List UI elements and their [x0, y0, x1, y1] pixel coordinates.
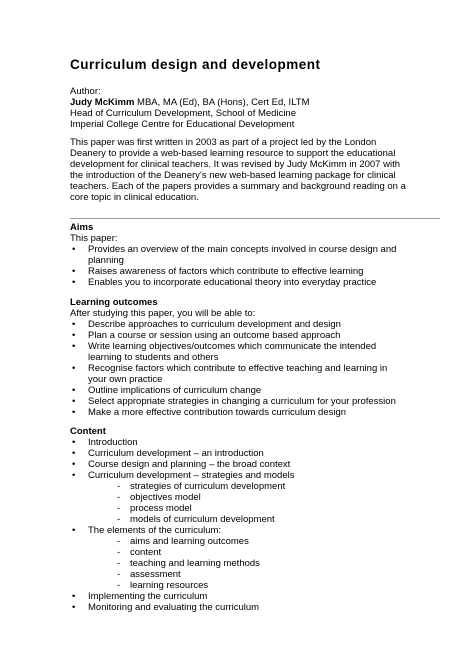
list-item: • Outline implications of curriculum change — [72, 385, 262, 396]
bullet-marker: • — [72, 385, 76, 396]
bullet-marker: • — [72, 591, 76, 602]
dash-marker: - — [117, 569, 121, 580]
content-subitem: - assessment — [117, 569, 181, 580]
content-subitem: - process model — [117, 503, 192, 514]
bullet-marker: • — [72, 459, 76, 470]
bullet-marker: • — [72, 330, 76, 341]
bullet-marker: • — [72, 319, 76, 330]
dash-marker: - — [117, 547, 121, 558]
intro-line: development for clinical teachers. It was revised by Judy McKimm in 2007 with — [70, 159, 400, 170]
content-list — [70, 437, 294, 613]
list-item-continuation: learning to students and others — [88, 352, 219, 363]
author-name: Judy McKimm — [70, 97, 135, 108]
list-item: • Plan a course or session using an outcome based approach — [72, 330, 341, 341]
aims-section — [70, 222, 396, 288]
bullet-marker: • — [72, 602, 76, 613]
list-item: • Recognise factors which contribute to effective teaching and learning in — [72, 363, 388, 374]
content-item: • Curriculum development – strategies and models — [72, 470, 295, 481]
document-title: Curriculum design and development — [70, 57, 321, 72]
list-item: • Provides an overview of the main concepts involved in course design and — [72, 244, 397, 255]
list-item: • Select appropriate strategies in changing a curriculum for your profession — [72, 396, 396, 407]
bullet-marker: • — [72, 266, 76, 277]
content-heading: Content — [70, 426, 106, 437]
dash-marker: - — [117, 536, 121, 547]
outcomes-section — [70, 297, 396, 418]
outcomes-heading: Learning outcomes — [70, 297, 158, 308]
content-subitem: - strategies of curriculum development — [117, 481, 286, 492]
bullet-marker: • — [72, 363, 76, 374]
intro-line: the introduction of the Deanery’s new web-based learning package for clinical — [70, 170, 396, 181]
author-institution: Imperial College Centre for Educational Development — [70, 119, 295, 130]
content-subitem: - teaching and learning methods — [117, 558, 260, 569]
author-heading: Author: — [70, 86, 101, 97]
bullet-marker: • — [72, 341, 76, 352]
content-item: • Monitoring and evaluating the curriculum — [72, 602, 260, 613]
list-item-continuation: planning — [88, 255, 124, 266]
author-role: Head of Curriculum Development, School of Medicine — [70, 108, 296, 119]
list-item: • Make a more effective contribution towards curriculum design — [72, 407, 347, 418]
content-item: • Course design and planning – the broad context — [72, 459, 291, 470]
content-section — [70, 426, 294, 613]
intro-line: teachers. Each of the papers provides a summary and background reading on a — [70, 181, 406, 192]
content-subitem: - aims and learning outcomes — [117, 536, 249, 547]
list-item: • Raises awareness of factors which contribute to effective learning — [72, 266, 364, 277]
bullet-marker: • — [72, 437, 76, 448]
content-subitem: - objectives model — [117, 492, 201, 503]
intro-line: This paper was first written in 2003 as part of a project led by the London — [70, 137, 377, 148]
outcomes-lead: After studying this paper, you will be able to: — [70, 308, 256, 319]
dash-marker: - — [117, 492, 121, 503]
content-subitem: - learning resources — [117, 580, 209, 591]
content-subitem: - content — [117, 547, 162, 558]
bullet-marker: • — [72, 407, 76, 418]
bullet-marker: • — [72, 525, 76, 536]
intro-line: Deanery to provide a web-based learning resource to support the educational — [70, 148, 396, 159]
content-item: • The elements of the curriculum: — [72, 525, 222, 536]
author-credentials: MBA, MA (Ed), BA (Hons), Cert Ed, ILTM — [134, 97, 310, 108]
content-item: • Introduction — [72, 437, 138, 448]
aims-heading: Aims — [70, 222, 94, 233]
list-item: • Enables you to incorporate educational theory into everyday practice — [72, 277, 377, 288]
list-item: • Describe approaches to curriculum development and design — [72, 319, 341, 330]
content-subitem: - models of curriculum development — [117, 514, 275, 525]
bullet-marker: • — [72, 396, 76, 407]
dash-marker: - — [117, 580, 121, 591]
list-item: • Write learning objectives/outcomes which communicate the intended — [72, 341, 377, 352]
dash-marker: - — [117, 481, 121, 492]
intro-line: core topic in clinical education. — [70, 192, 199, 203]
bullet-marker: • — [72, 244, 76, 255]
author-block — [70, 86, 310, 130]
aims-lead: This paper: — [70, 233, 118, 244]
bullet-marker: • — [72, 277, 76, 288]
dash-marker: - — [117, 514, 121, 525]
section-divider — [70, 218, 440, 219]
dash-marker: - — [117, 558, 121, 569]
bullet-marker: • — [72, 448, 76, 459]
author-name-line — [70, 97, 310, 108]
list-item-continuation: your own practice — [88, 374, 163, 385]
content-item: • Implementing the curriculum — [72, 591, 208, 602]
intro-paragraph — [70, 137, 406, 203]
content-item: • Curriculum development – an introduction — [72, 448, 264, 459]
bullet-marker: • — [72, 470, 76, 481]
dash-marker: - — [117, 503, 121, 514]
